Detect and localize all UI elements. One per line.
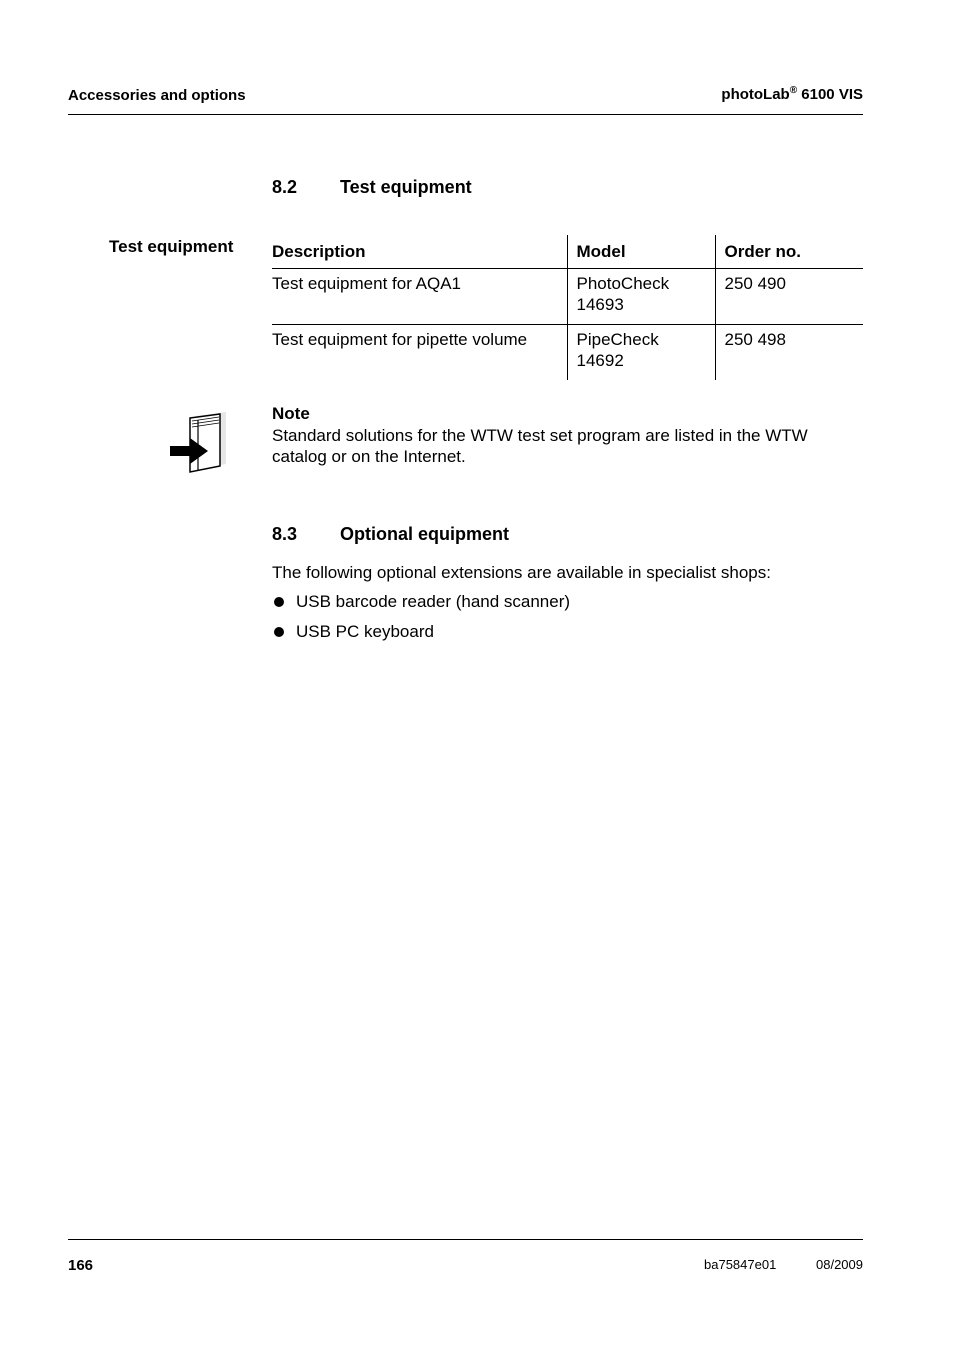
cell-description: Test equipment for AQA1 (272, 269, 567, 325)
header-left: Accessories and options (68, 87, 246, 104)
doc-date: 08/2009 (816, 1257, 863, 1272)
section-title: Test equipment (340, 177, 472, 197)
header-description: Description (272, 235, 567, 269)
cell-order-no: 250 498 (724, 330, 786, 349)
test-equipment-table (272, 235, 863, 380)
book-arrow-icon (168, 408, 230, 476)
header-model: 6100 VIS (797, 86, 863, 103)
bullet-dot (274, 597, 284, 607)
header-model: Model (567, 235, 715, 269)
header-rule (68, 114, 863, 115)
side-label-test-equipment: Test equipment (109, 237, 234, 256)
section-8-2-heading (272, 177, 472, 198)
note-title: Note (272, 404, 310, 423)
header-right (721, 85, 863, 103)
table-header-row (272, 235, 863, 269)
cell-model (567, 325, 715, 381)
cell-model-line2: 14693 (576, 295, 624, 314)
bullet-dot (274, 627, 284, 637)
doc-id: ba75847e01 (704, 1257, 777, 1272)
section-number: 8.2 (272, 177, 298, 197)
page-number: 166 (68, 1257, 94, 1274)
table-row (272, 325, 863, 381)
optional-intro: The following optional extensions are available in specialist shops: (272, 563, 771, 582)
header-order-no: Order no. (724, 242, 802, 261)
cell-order-no: 250 490 (724, 274, 786, 293)
section-title: Optional equipment (340, 524, 509, 544)
footer-rule (68, 1239, 863, 1240)
section-number: 8.3 (272, 524, 298, 544)
cell-model (567, 269, 715, 325)
cell-description: Test equipment for pipette volume (272, 325, 567, 381)
header-reg-mark: ® (789, 85, 798, 96)
section-8-3-heading (272, 524, 509, 545)
cell-model-line1: PipeCheck (576, 330, 659, 349)
header-product: photoLab (721, 86, 790, 103)
cell-model-line2: 14692 (576, 351, 624, 370)
list-item-text: USB barcode reader (hand scanner) (296, 592, 571, 611)
table-row (272, 269, 863, 325)
list-item (274, 622, 434, 642)
list-item (274, 592, 570, 612)
list-item-text: USB PC keyboard (296, 622, 434, 641)
cell-model-line1: PhotoCheck (576, 274, 670, 293)
note-text: Standard solutions for the WTW test set program are listed in the WTW catalog or on the Internet. (272, 426, 808, 466)
